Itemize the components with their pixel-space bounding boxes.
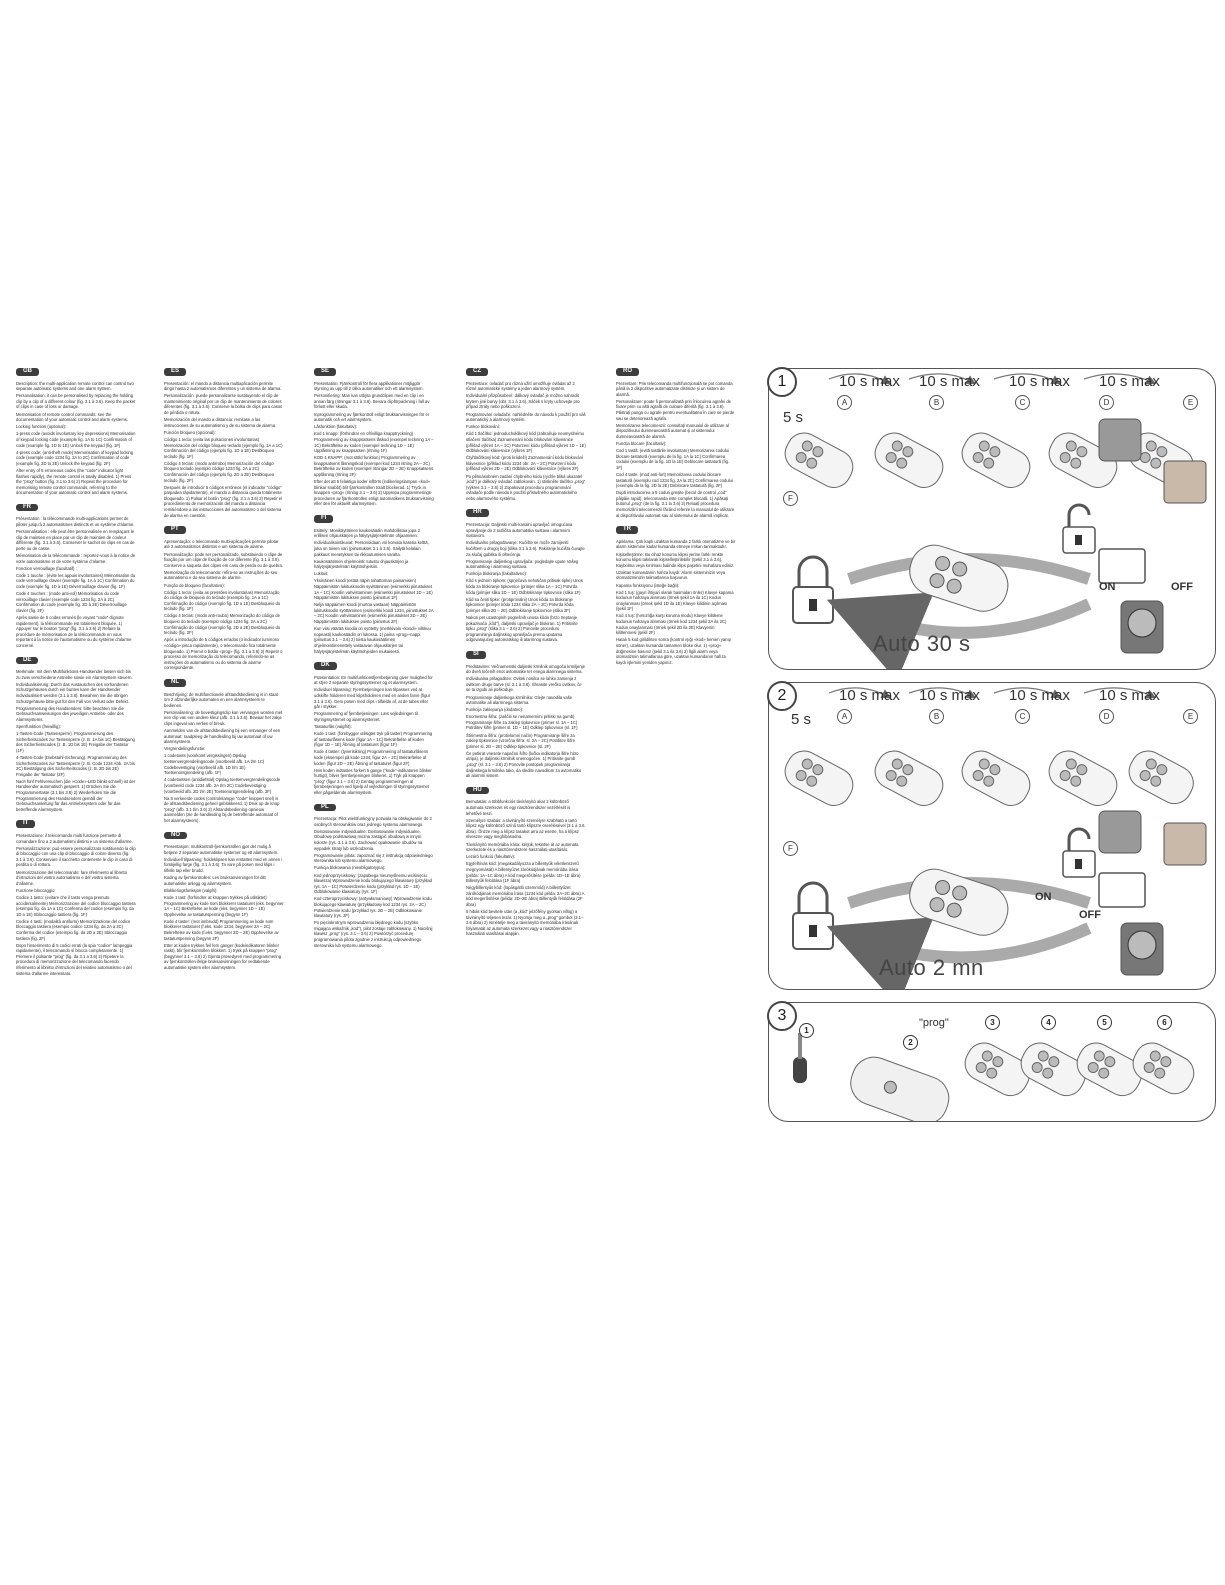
paragraph-fr-5: Code 4 touches : (mode anti-vol) Mémorisation du code verrouillage clavier (exemple code 1234 fig. 2A à 2C) Confirmation du code (exemple fig. 2D à 2E) Déverrouillage clavier (fig. 2F) [16,591,127,613]
panel-2-time-label-2: 10 s max [919,687,980,704]
panel-2-time-label-1: 10 s max [839,687,900,704]
paragraph-de-1: Individualisierung: Durch das Austauschen des vorhandenen Schutzgehäuses durch ein buntes kann der Handsender individualisiert werden (3.1 à 3.6). Bewahren Sie die übrigen Schutzgehäuse bitte gut für den Fall von Verlust oder Defekt. [16,681,129,704]
paragraph-es-5: Código 4 teclas: (modo antirrobo) Memorización del código bloqueo teclado (ejemplo código 1234 fig. 2A a 2C) Confirmación del código (ejemplo fig. 2D a 2E) Desbloqueo teclado (fig. 2F) [164,460,275,483]
illustration-panel-3 [768,1002,1216,1122]
paragraph-it-4: Codice 1 tasto: (evitare che il tasto venga premuto accidentalmente) Memorizzazione del codice bloccaggio tastiera (esempio fig. da 1A a 1C) Conferma del codice (esempio fig. da 1D a 1E) Sbloccaggio tastiera (fig. 1F) [16,894,136,917]
panel-1-auto-label: Auto 30 s [873,631,971,656]
paragraph-dk-2: Programmering af fjernbetjeningen: Læs vejledningen til styringssystemet og alarmsystemet. [314,711,418,722]
panel-1-off-label: OFF [1171,581,1193,593]
language-badge-nl: NL [164,679,186,687]
paragraph-ro-6: După introducerea a 5 coduri greșite (becul de control „cod“ pâlpâie rapid), telecomanda este complet blocată. 1) Apăsați butonul „prog“ (de la fig. 3.1 la 3.6) 2) Reluați procedura memorizării telecomenzii făcând referire la manualul de utilizare al dispozitivului automat sau al sistemului de alarmă implicat. [616,490,735,518]
paragraph-nl-2: Aanmelden van de afstandsbediening bij een ontvanger of een automaat: raadpleeg de handleiding bij uw automaat of uw alarmsysteem. [164,728,281,745]
step-number-3: 3 [767,1001,797,1031]
paragraph-hr-5: Kôd sa četiri tipke: (protiprovalni) Unos kôda za blokiranje tipkovnice (primjer kôda 1234 slika 2A – 2C) Potvrda kôda (primjer slika 2D – 2E) Odblokiranje tipkovnice (slika 2F) [466,596,574,613]
paragraph-dk-6: Hvis koden indtastes forkert 5 gange (“kode”-indikatoren blinker hurtigt), bliver fjernbetjeningen blokeret. 1) Tryk på knappen “prog” (figur 3.1 – 3.6) 2) Gentag programmeringen af fjernbetjeningen ved hjælp af vejledningen til styringssystemet eller pågældende alarmsystem. [314,767,432,795]
paragraph-dk-4: Kode 1 tast: (forebygger utilsigtet tryk på taster) Programmering af tastaturlåsens kode (figur 1A – 1C) Bekræftelse af koden (figur 1D – 1E) Åbning af tastaturet (figur 1F) [314,731,433,748]
section-hu [466,787,586,937]
paragraph-no-0: Presentasjon: multikontroll-fjernkontrollen gjør det mulig å betjene 2 separate automatiske systemer og ett alarmsystem. [164,844,279,855]
paragraph-pt-5: Código 4 teclas: (modo anti-roubo) Memorização do código de bloqueio do teclado (exemplo código 1234 fig. 2A a 2C) Confirmação do código (exemplo fig. 2D a 2E) Desbloqueio do teclado (fig. 2F) [164,613,281,636]
section-se [314,368,434,507]
paragraph-fr-3: Fonction verrouillage (facultatif) : [16,565,77,571]
paragraph-hr-4: Kôd s jednom tipkom: (sprječava nehotičan pritisak tipke) Unos kôda za blokiranje tipkovnice (primjer slika 1A – 1C) Potvrda kôda (primjer slika 1D – 1E) Odblokiranje tipkovnice (slika 1F) [466,578,583,595]
paragraph-tr-3: Kapama fonksiyonu (isteğe bağlı): [616,582,680,588]
panel-2-time-label-3: 10 s max [1009,687,1070,704]
section-gb [16,368,136,496]
language-badge-tr: TR [616,526,638,534]
panel-1-sub-a: A [837,395,852,410]
illustration-panel-2 [768,682,1216,990]
paragraph-gb-1: Personalisation: it can be personalised by replacing the holding clip by a clip of a different colour (fig. 3.1 à 3.6). Keep the packet of clips in case of loss or damage. [16,393,136,410]
paragraph-fi-4: Yksinäinen koodi (estää näpin tahattoman painamisen) Näppäimistön lukituskoodin syvittäminen (esimerkki piirustukset 1A – 1C) Koodin vahvistaminen (esimerkki piirustukset 1D – 1E) Näppäimistön lukituksen poisto (piirustus 1F) [314,578,433,601]
paragraph-gb-2: Memorisation of remote control commands: see the documentation of your automatic control and alarm systems. [16,411,128,423]
paragraph-cz-6: Po pětinásobném zadání chybného kódu (rychle bliká ukazatel „kód“) je dálkový ovladač zablokován. 1) stiskněte tlačítko „prog“ (výkres 3.1 – 3.6) 2) Zopakovat proceduru programování ovladače podle návodu k použití příslušného automatického nebo alarmového systému. [466,473,586,501]
paragraph-gb-3: Locking function (optional): [16,424,67,430]
paragraph-tr-5: Kod 4 tuş: (hırsızlığa karşı koruma modu) Klavye kilitleme kodunun hafızaya alınması (örnek kod 1234 şekil 2A ila 2C) Kodun onaylanması (örnek şekil 2D ila 2E) Klavyenin kilitlenmesi (şekil 2F) [616,613,727,636]
text-column-2 [164,368,284,979]
paragraph-nl-3: Vergrendelingsfunctie: [164,746,206,752]
section-pt [164,526,284,671]
paragraph-se-4: Kod 1 knapp: (förhindrar en ofrivilliga knapptryckning) Programmering av knappsatsens låskod (exempel teckning 1A – 1C) Bekräftelse av koden (exempel teckning 1D – 1E) Upplåsning av knappsatsen (ritning 1F) [314,431,434,454]
paragraph-pl-4: Kod jednoprzyciskowy: (zapobiega nieumyślnemu wciśnięciu klawisza) Wprowadzenie kodu blokującego klawiaturę (przykład rys. 1A – 1C) Potwierdzenie kodu (przykład rys. 1D – 1E) Odblokowanie klawiatury (rys. 1F) [314,872,433,895]
language-badge-pt: PT [164,526,186,534]
paragraph-pl-5: Kod czteroprzyciskowy: (antywłamaniowy) Wprowadzenie kodu blokującego klawiaturę (przykładowy kod 1234 rys. 2A – 2C) Potwierdzenie kodu (przykład rys. 2D – 2E) Odblokowanie klawiatury (rys. 2F) [314,896,432,919]
paragraph-no-4: Kode 1 tast: (forhindrer at knappen trykkes på utilsiktet) Programmering av kode som blokkerer tastaturet (eks. begynner 1A – 1C) Bekreftelse av kode (eks. begynner 1D – 1E) Opphevelse av tastaturspenning (begynn 1F) [164,894,284,917]
paragraph-ro-4: Cod 1 tastă: (evită tastările involuntare) Memorizarea codului blocare tastatură (exemplu de la fig. 1A la 1C) Confirmarea codului (exemplu de la fig. 1D la 1E) Deblocare tastatură (fig. 1F) [616,448,730,470]
panel-3-callout-6: 6 [1157,1015,1172,1030]
paragraph-dk-3: Tastaturlås (valgfrit): [314,723,352,729]
section-hr [466,509,586,642]
paragraph-hr-3: Funkcija blokiranja (fakultativno): [466,571,527,577]
paragraph-fr-1: Personnalisation : elle peut être personnalisée en remplaçant le clip de maintien en place par un clip de maintien de couleur différente (fig. 3.1 à 3.6). Conserver le sachet de clips en cas de perte ou de casse. [16,529,135,551]
panel-3-callout-1: 1 [799,1023,814,1038]
paragraph-pt-1: Personalização: pode ser personalizado, substituindo o clipe de fixação por um clipe de fixação de cor diferente (fig. 3.1 à 3.6). Conserve a saqueta dos clipes em caso de perda ou de quebra. [164,551,283,568]
paragraph-es-6: Después de introducir 5 códigos erróneos (el indicador “código” parpadea rápidamente), el mando a distancia queda totalmente bloqueado. 1) Pulsar el botón “prog” (fig. 3.1 a 3.6) 2) Repetir el procedimiento de memorización del mando a distancia remitiéndose a las instrucciones del automatismo o del sistema de alarma en cuestión. [164,484,283,518]
paragraph-es-3: Función bloqueo (opcional): [164,429,216,435]
text-column-5 [616,368,736,673]
panel-2-off-label: OFF [1079,909,1101,921]
paragraph-fi-1: Individualisointikuvat: Personoidaan voi korvata kasetia kelttä, joka on toisen väri (piirustukset 3.1 à 3.6). Säilytä kelalain pakkaus menetyksen tai rikkoutumisen varalta. [314,540,429,557]
panel-2-sub-a: A [837,709,852,724]
step-number-2: 2 [767,681,797,711]
paragraph-de-3: Sperrfunktion (freiwillig): [16,723,61,729]
paragraph-pt-4: Código 1 tecla: (evita as pressões involuntárias) Memorização do código de bloqueio do teclado (exemplo fig. 1A a 1C) Confirmação do código (exemplo fig. 1D a 1E) Desbloqueio do teclado (fig. 1F) [164,589,281,612]
paragraph-it-3: Funzione bloccaggio: [16,887,56,893]
paragraph-pl-2: Programowanie pilota: zapoznać się z instrukcją odpowiedniego sterownika lub systemu alarmowego. [314,852,433,864]
language-badge-pl: PL [314,804,336,812]
paragraph-nl-4: 1 codetoets (voorkomt vergissingen) Opslag toetsenvergrendelingscode (voorbeeld afb. 1A t/m 1C) Codebevestiging (voorbeeld afb. 1D t/m 1E) Toetsenontgrendeling (afb. 1F) [164,753,265,776]
section-it [16,820,136,976]
panel-3-prog-label: "prog" [919,1017,949,1029]
paragraph-pt-0: Apresentação: o telecomando multi-aplicações permite pilotar até 2 automatismos distintos e um sistema de alarme. [164,538,279,550]
paragraph-tr-6: Hatalı 5 kod girildikten sonra (kontrol ışığı «kod» hemen yanıp söner), uzaktan kumanda tamamen bloke olur. 1) «prog» düğmesine basınız (şekil 3.1 ila 3.6) 2) İlgili alarm veya otomatizmin talimatlarına göre, uzaktan kumandanın hafıza kaydı işlemini yeniden yapınız. [616,637,731,665]
panel-2-on-label: ON [1035,891,1052,903]
paragraph-de-6: Nach fünf Fehlversuchen (die «Code»-LED blinkt schnell) ist der Handsender automatisch gesperrt. 1) Drücken Sie die Programmiertaste (3.1 bis 3.6) 2) Wiederholen Sie die Programmierung des Handsenders gemäß der Gebrauchsanleitung für das Antriebssystem oder für das betreffende Alarmsystem. [16,778,136,812]
paragraph-cz-2: Programování ovladače: nahlédněte do návodu k použití pro váš automatický a alarmový systém. [466,411,586,423]
paragraph-ro-2: Memorizarea telecomenzii: consultați manualul de utilizare al dispozitivului dumneavoastră automat și al sistemului dumneavoastră de alarmă. [616,422,729,439]
section-pl [314,804,434,949]
language-badge-it: IT [16,820,35,828]
panel-2-sub-c: C [1015,709,1030,724]
panel-1-sub-b: B [929,395,944,410]
language-badge-gb: GB [16,368,39,376]
paragraph-si-6: Če petkrat vnesete napačno šifro (lučka indikatorja šifre hitro utripa), je daljinski krmilnik onemogočen. 1) Pritisnite gumb „prog“ (sl. 3.1 – 3.6) 2) Ponovite postopek programiranja daljinskega krmilnika tako, da sledite navodilom za avtomatiko ali alarmni sistem. [466,750,582,779]
panel-3-callout-2: 2 [903,1035,918,1050]
paragraph-fr-4: Code 1 touche : (évite les appuis involontaires) Mémorisation du code verrouillage clavier (exemple fig. 1A à 1C) Confirmation du code (exemple fig. 1D à 1E) Déverrouillage clavier (fig. 1F) [16,572,136,589]
panel-1-artwork [769,369,1215,669]
paragraph-gb-0: Description: the multi-application remote control can control two separate automatic systems and one alarm system. [16,380,134,392]
paragraph-hu-0: Bemutatás: a többfunkciós távirányító akar 2 különböző automata szerkezet és egy riasztórendszer vezérlését is lehetővé teszi. [466,799,571,816]
paragraph-ro-0: Prezentare: Prin telecomanda multifuncțională se pot comanda până la 2 dispozitive automatizate distincte și un sistem de alarmă. [616,380,733,397]
paragraph-de-5: 4-Tasten-Code (Diebstahl-Sicherung). Programmierung des Sicherheitscodes zur Tastensperre (z. B. Code 1234 Abb. 2A bis 2C) Bestätigung des Sicherheitscodes (z. B. 2D bis 2E) Freigabe der Tastatur (2F) [16,754,135,777]
panel-1-sub-f: F [783,491,798,506]
panel-3-callout-4: 4 [1041,1015,1056,1030]
language-badge-ro: RO [616,368,639,376]
paragraph-no-2: Koding av fjernkontrollen: Les bruksanvisningen for ditt automatiske anlegg og alarmsystem. [164,875,266,886]
panel-1-hold-label: 5 s [783,409,804,426]
paragraph-no-6: Etter at koden trykkes feil fem ganger (kodeindikatoren blinker raskt), blir fjernkontrollen blokkert. 1) trykk på knappen “prog” (begynner 3.1 – 3.6) 2) Gjenta prosedyren med programmering av fjernkontrollen ifelge bruksanvisningen for vedtakende automatiske system eller alarmsystem. [164,942,282,971]
panel-1-on-label: ON [1099,581,1116,593]
paragraph-se-5: KOD 4 KNAPP: (mot stöld funktion) Programmering av knappsatsens låsningskod (exempel kod 1234 ritning 2A – 2C) Bekräftelse av koden (exempel ritningar 2D – 2E) Knappsatsens upplåsning (ritning 2F) [314,455,434,477]
paragraph-dk-0: Præsentation: En multifunktionsfjernbetjening giver mulighed for at styre 2 separate styringssystemer og et alarmsystem. [314,674,433,686]
paragraph-ro-1: Personalizare: poate fi personalizată prin înlocuirea agrafei de fixare prim cu altă agrafă de culoare diferită (fig. 3.1 à 3.6). Păstrați punga cu agrafe pentru eventualitatea în care se pierde sau se deteriorează agrafa. [616,398,735,421]
panel-1-time-label-2: 10 s max [919,373,980,390]
language-badge-dk: DK [314,662,337,670]
paragraph-es-4: Código 1 tecla: (evita las pulsaciones involuntarias) Memorización del código bloqueo teclado (ejemplo fig. 1A a 1C) Confirmación del código (ejemplo fig. 1D a 1E) Desbloqueo teclado (fig. 1F) [164,436,283,459]
paragraph-pt-3: Função de bloqueio (facultativo): [164,582,225,588]
paragraph-si-4: Enomestna šifra: (zaščiti se nenamernimi pritiski na gumb) Programiranje šifre za zaklep tipkovnice (primer sl. 1A – 1C) Potrditev šifre (primer sl. 1D – 1E) Odklep tipkovnice (sl. 1F) [466,714,578,731]
language-badge-es: ES [164,368,186,376]
paragraph-pl-1: Dostosowanie indywidualne: Dostosowanie indywidualne. Obudowę podstawową można zastąpić obudową w innym kolorze (rys. 3.1 à 3.6). Zachować opakowanie obudów na wypadek straty lub uszkodzenia. [314,828,423,851]
paragraph-fi-0: Esittely: Monikäyttöinen kaukosäädin mahdollistaa jopa 2 erillisen ohjauskärjen ja hälytysjärjestelmän ohjaamisen. [314,527,420,539]
paragraph-de-4: 1-Tasten-Code (Tastensperre). Programmierung des Sicherheitscodes zur Tastensperre (z. B. 1A bis 1C) Bestätigung des Sicherheitscodes (z. B. 1D bis 1E) Freigabe der Tastatur (1F) [16,731,135,753]
paragraph-se-3: Låsfunktion (fakultativ): [314,424,358,430]
panel-3-callout-5: 5 [1097,1015,1112,1030]
paragraph-no-5: Kode 4 taster: (mot innbrudd) Programmering av kode som blokkerer tastaturet (f.eks. kode 1234, begynner 2A – 2C) Bekreftelse av kode (f.eks. begynner 2D – 2E) Opphevelse av tastaturspenning (begynn 2F) [164,918,279,941]
paragraph-hu-3: Lezáró funkció (fakultatív): [466,854,516,860]
paragraph-tr-0: Apıklama: Çok kaplı uzaktan kumanda 2 farklı otomatizme ve bir alarm sistemine kadar kumanda etmeye imkan tanmaktadır. [616,538,736,550]
paragraph-no-1: Individuell tilpasning: holdeklipsen kan erstattes med en annen i forskjellig farge (fig. 3.1 à 3.6). Ta vare på posen med klips i tilfelle tap eller brudd. [164,856,283,874]
step-number-1: 1 [767,367,797,397]
paragraph-no-3: Blokkeringsfunksjon (valgfri): [164,887,218,893]
language-badge-si: SI [466,651,486,659]
paragraph-si-3: Funkcija zaklepanja (dodatno): [466,707,524,713]
language-badge-hu: HU [466,787,489,795]
panel-2-auto-label: Auto 2 mn [879,955,984,980]
paragraph-nl-0: Beschrijving: de multifunctionele afstandsbediening is in staat om 2 afzonderlijke automaten en een alarmsysteem te bedienen. [164,691,278,708]
paragraph-gb-4: 1-press code (avoids involuntary key depressions) Memorisation of keypad locking code (example fig. 1A to 1C) Confirmation of code (example fig. 1D to 1E) Unlock the keypad (fig. 1F) [16,431,136,448]
paragraph-es-2: Memorización del mando a distancia: remitase a las instrucciones de su automatismo y de su sistema de alarma. [164,417,277,428]
section-ro [616,368,736,518]
paragraph-cz-0: Prezentace: ovladač pro různá užití umožňuje ovládat až 2 různé automatické systémy a jeden alarmový systém. [466,380,575,392]
panel-2-artwork [769,683,1215,989]
section-no [164,832,284,971]
paragraph-se-1: Personifiering: Man kan utbyta grundclipen med en clip i en annan färg (ritningar 3.1 à 3.6). Bevara clipförpackning i fall av förlust eller skada. [314,393,430,410]
paragraph-cz-3: Funkce blokování: [466,424,500,430]
paragraph-es-0: Presentación: el mando a distancia multiaplicación permite dirigir hasta 2 automatismos diferentes y un sistema de alarma. [164,380,282,392]
paragraph-cz-4: Kód 1 tlačítko: jednoduchoklikový kód (zabraňuje neumyslnému stlačení tlačítka) Zaznamenání kódu blokování klávesnice (příklad výkres 1A – 1C) Potvrzení kódu (příklad výkres 1D – 1E) Odblokování klávesnice (výkres 1F) [466,431,586,454]
paragraph-si-5: Štirimestna šifra: (protivlomni način) Programiranje šifre za zaklep tipkovnice (vzorčna šifra: sl. 2A – 2C) Potrditev šifre (primer sl. 2D – 2E) Odklep tipkovnice (sl. 2F) [466,732,575,749]
panel-1-sub-d: D [1099,395,1114,410]
paragraph-tr-4: Kod 1 tuş: (gayri ihtiyari olarak basmaları önler) Klavye kapama kodunun hafızaya alınması (örnek şekil 1A ila 1C) Kodun onaylanması (örnek şekil 1D ila 1E) Klavye kilidinin açılması (şekil 1F) [616,589,734,612]
paragraph-tr-2: Uzaktan kumandanın hafıza kaydı: Alarm sisteminizin veya otomatizminizin talimatlarına başvurun. [616,569,726,581]
section-fi [314,515,434,654]
paragraph-se-6: Efter det att 5 felaktiga koder inflörts (indikeringslampan «kod» blinkar snabbt) blir fjärrkontrollen totalt blockerad. 1) Tryck in knappen «prog» (ritning 3.1 – 3.6) 2) Upprepa programmerings-proceduren av fjärrkontrollen enligt automatikens bruksanvisning eller den för aktuellt alarmsystem. [314,479,434,507]
language-badge-fi: FI [314,515,333,523]
paragraph-gb-6: After entry of 5 erroneous codes (the “code” indicator light flashes rapidly), the remote control is totally disabled. 1) Press the “prog” button (fig. 3.1 to 3.6) 2) Repeat the procedure for memorising remote control commands, referring to the documentation of your automatic control and alarm systems. [16,467,132,496]
paragraph-pl-3: Funkcja blokowania (nieobligatoryjna): [314,865,386,871]
panel-3-callout-3: 3 [985,1015,1000,1030]
language-badge-hr: HR [466,509,489,517]
panel-1-time-label-1: 10 s max [839,373,900,390]
paragraph-pl-0: Prezentacja: Pilot wielofunkcyjny pozwala na obsługiwanie do 2 osobnych sterowników oraz jednego systemu alarmowego. [314,816,432,827]
paragraph-es-1: Personalización: puede personalizarse sustituyendo el clip de mantenimiento original por un clip de mantenimiento de colores diferentes (fig. 3.1 à 3.6). Conserve la bolsa de clips para casos de pérdida o rotura. [164,393,283,416]
panel-1-time-label-3: 10 s max [1009,373,1070,390]
panel-2-sub-d: D [1099,709,1114,724]
paragraph-hu-2: Távirányító memóriába írása: kérjük, tekintse át az automata szerkezete és a riasztórendszere használati utasítását. [466,841,579,853]
panel-2-sub-e: E [1183,709,1198,724]
language-badge-cz: CZ [466,368,488,376]
section-tr [616,526,736,665]
paragraph-dk-5: Kode 4 taster: (tyverisikring) Programmering af tastaturlåsens kode (eksempel på kode 1234, figur 2A – 2C) Bekræftelse af koden (figur 2D – 2E) Åbning af tastaturet (figur 2F) [314,749,429,766]
paragraph-nl-5: 4 codetoetsen (antidiefstal) Opslag toetsenvergrendelingscode (voorbeeld code 1234 afb. 2A t/m 2C) Codebevestiging (voorbeeld afb. 2D t/m 2E) Toetsenontgrendeling (afb. 2F) [164,777,281,794]
language-badge-se: SE [314,368,336,376]
paragraph-hr-1: Individualno prilagođavanje: Kućište se može zamijeniti kućištem u drugoj boji (slika 3.1 à 3.6). Pakiranje kućišta čuvajte za slučaj gubitka ili oštećenja. [466,540,585,557]
paragraph-fi-2: Kaukosäätimen ohjelmointi: tutustu ohjauskärjen ja hälytysjärjestelmän käyttöohjeisiin. [314,558,409,570]
paragraph-it-5: Codice 4 tasti: (modalità antifurto) Memorizzazione del codice bloccaggio tastiera (esempio codice 1234 fig. da 2A a 2C) Conferma del codice (esempio fig. da 2D a 2E) Sbloccaggio tastiera (fig. 2F) [16,918,131,941]
section-nl [164,679,284,824]
paragraph-it-6: Dopo l’inserimento di 5 codici errati (la spia “codice” lampeggia rapidamente), il telecomando si blocca completamente. 1) Premere il pulsante “prog” (fig. da 3.1 a 3.6) 2) Ripetere la procedura di memorizzazione del telecomando facendo riferimento al libretto d’istruzioni del relativo automatismo o del sistema d’allarme interessato. [16,942,133,976]
paragraph-hr-6: Nakon pet uzastopnih pogrešnih unosa kôda (brzo treptanje pokazivača „kôd“), daljinski upravljač je blokiran. 1) Pritisnite tipku „prog“ (slika 3.1 – 3.6) 2) Ponovite proceduru programiranja daljinskog upravljača prema uputama odgovarajućeg automatskog ili alarmnog sustava. [466,614,578,643]
paragraph-dk-1: Individuel tilpasning: Fjernbetjeningen kan tilpasses ved at udskifte holderen med klipsholderen med en anden farve (figur 3.1 à 3.6). Gem posen med clips i tilfælde af, at de tabes eller går i stykker. [314,687,431,710]
text-column-1 [16,368,136,984]
paragraph-si-2: Programiranje daljinskega krmilnika: Glejte navodila vaše avtomatike ali alarmnega sistema. [466,694,573,706]
paragraph-hu-5: Négybillentyűs kód: (lopásgátló üzemmód) A billentyűzet zárókódjának memóriába írása (1234 kód példa: 2A–2C ábra) A kód megerősítése (példa: 2D–2E ábra) Billentyűk feloldása (2F ábra) [466,885,585,907]
paragraph-de-2: Programmierung des Handsenders: bitte beachten Sie die Gebrauchsanweisungen des jeweiligen Antriebs- oder des Alarmsystems. [16,705,124,722]
paragraph-it-2: Memorizzazione del telecomando: fare riferimento al libretto d’istruzioni del vostro automatismo e del vostro sistema d’allarme. [16,869,128,886]
panel-2-hold-label: 5 s [791,711,812,728]
paragraph-hu-6: 5 hibás kód bevitele után (a „kód“ jelzőfény gyorsan villog) a távirányító teljesen lezár. 1) Nyomja meg a „prog“ gombot (3.1–3.6 ábra) 2) Ismételje meg a távirányító memóriába írásának folyamatát az automata szerkezet vagy a riasztórendszer használati utasításai alapján. [466,909,584,937]
panel-1-sub-c: C [1015,395,1030,410]
paragraph-de-0: Merkmale: mit dem Multifunktions-Handsender lassen sich bis zu zwei verschiedene Antriebe sowie ein Alarmsystem steuern. [16,669,133,680]
text-column-4 [466,368,586,945]
paragraph-si-1: Individualna prilagoditev: Ovitek nosilca se lahko zamenja z ovitkom druge barve (sl. 3.1 à 3.6). Shranite vrečko ovitkov, če se ta izgubi ali poškoduje. [466,676,582,693]
paragraph-hu-4: Egyfelhívás kód: (megakadályozza a billentyűk véletlenszerű megnyomását) A billentyűzet zárókódjának memóriába írása (példa: 1A–1C ábra) A kód megerősítése (példa: 1D–1E ábra) Billentyűk feloldása (1F ábra) [466,861,581,884]
paragraph-tr-1: Kişiselleştirme: Bu cihaz konumu klipsi yerine farklı renkte konumu klipsi takılarak kişiselleştirilebilir (Şekil 3.1 à 3.6). Kaybolma veya kırılması halinde klips paşetini muhafaza ediniz. [616,551,735,568]
section-cz [466,368,586,501]
paragraph-gb-5: 4-press code: (anti-theft mode) Memorisation of keypad locking code (example code 1234 fig. 2A to 2C) Confirmation of code (example fig. 2D to 2E) Unlock the keypad (fig. 2F) [16,449,134,466]
paragraph-pt-6: Após a introdução de 5 códigos errados (o indicador luminoso «código» pisca rapidamente), o telecomando fica totalmente bloqueado. 1) Premir o botão «prog» (fig. 3.1 a 3.6) 2) Repetir o processo de memorização do telecomando, referindo-se as instruções do automatismo ou do sistema de alarme correspondente. [164,637,283,671]
paragraph-pl-6: Po pięciokrotnym wprowadzeniu błędnego kodu (szybko migająca wskaźnik „kod”), pilot zostaje zablokowany. 1) Naciśnij klawisz „prog” (rys. 3.1 – 3.6) 2) Powtórzyć procedurę programowania pilota zgodnie z instrukcją odpowiedniego sterownika lub systemu alarmowego. [314,920,433,948]
section-dk [314,662,434,795]
paragraph-nl-6: Na 5 verkeerde codes (controlelampje “code” knippert snel) is de afstandsbediening geheel geblokkeerd. 1) Druk op de knop “prog” (afb. 3.1 t/m 3.6) 2) Afstandsbediening opnieuw aanmelden (zie de handleiding bij de betreffende automaat of het alarmsysteem). [164,795,280,823]
paragraph-fi-5: Neljä näppäimen koodi (murtoa vastaan) Näppäimistön lukituskoodin syöttäminen (esimerkki koodi 1234, piirustukset 2A – 2C) Koodin vahvistaminen (esimerkki piirustukset 2D – 2E) Näppäimistön lukituksen poisto (piirustus 2F) [314,602,434,625]
panel-2-time-label-4: 10 s max [1099,687,1160,704]
paragraph-fi-6: Kun viisi väärää koodia on syötetty (merkkivalo «koodi» vilkkuu nopeasti) kaukosäädin on lukossa. 1) paina «prog»-nappi (piirustus 3.1 – 3.6) 2) toista kaukosäätimen ohjelmointimenettely vastaavan ohjauskärjen tai hälytysjärjestelmän käyttöohjeiden mukaisesti. [314,626,431,654]
paragraph-fr-6: Après saisie de 5 codes erronés (le voyant “code” clignote rapidement), la télécommande est totalement bloquée. 1) Appuyer sur le bouton “prog” (fig. 3.1 à 3.6) 2) Refaire la procédure de mémorisation de la télécommande en vous reportant à la notice de l’automatisme ou du système d’alarme concerné. [16,614,132,648]
paragraph-cz-1: Individuální přizpůsobení: dálkový ovladač je možno nahradit krytem jiné barvy (obr. 3.1 à 3.6). Sáček s kryty uchovejte pro případ ztráty nebo poškození. [466,393,580,410]
paragraph-it-1: Personalizzazione: può essere personalizzato sostituendo la clip di bloccaggio con una clip di bloccaggio di colore diverso (fig. 3.1 à 3.6). Conservare il sacchetto contenente le clip in caso di perdita o di rottura. [16,845,136,868]
paragraph-hu-1: Személyre szabás: a távirányító személyre szabható a tartó klípsz egy különböző színű tartó klípszre cserélésével (3.1 à 3.6. ábra). Őrizze meg a klípsz tasakot arra az esetre, ha a klípsz elveszne vagy meghibásodna. [466,817,586,840]
text-column-3 [314,368,434,956]
paragraph-se-0: Presentation: Fjärrkontroll för flera applikationer möjliggör styrning av upp till 2 olika automatiker och ett alarmsystem. [314,380,424,392]
paragraph-se-2: Inprogrammering av fjärrkontroll enligt bruksanvisningen för er automatik och ert alarmsystem. [314,411,430,423]
language-badge-de: DE [16,657,38,665]
paragraph-fi-3: Lukitus: [314,571,329,577]
paragraph-pt-2: Memorização do telecomando: refira-se as instruções do seu automatismo e do seu sistema de alarme. [164,569,278,581]
paragraph-fr-2: Mémorisation de la télécommande : reportez-vous à la notice de votre automatisme et de votre système d’alarme. [16,553,136,564]
panel-2-sub-f: F [783,841,798,856]
paragraph-hr-2: Programiranje daljinskog upravljača: pogledajte upute Vašeg automatskog i alarmnog sustava. [466,558,579,570]
paragraph-cz-5: Čtyřtlačítkový kód: (proti krádeži) Zaznamenání kódu blokování klávesnice (příklad kódu 1234 obr. 2A – 2C) Potvrzení kódu (příklad výkres 2D – 2E) Odblokování klávesnice (výkres 2F) [466,455,584,472]
language-badge-no: NO [164,832,187,840]
panel-2-sub-b: B [929,709,944,724]
paragraph-fr-0: Présentation : la télécommande multi-applications permet de piloter jusqu’à 2 automatismes distincts et un système d’alarme. [16,516,135,528]
section-si [466,651,586,779]
paragraph-nl-1: Personalisering: de bevestigingsclip kan vervangen worden met een clip van een andere kleur (afb. 3.1 à 3.6). Bewaar het zakje clips ingeval van verlies of breuk. [164,709,283,726]
paragraph-ro-3: Funcția blocare (facultativ): [616,441,667,447]
panel-1-time-label-4: 10 s max [1099,373,1160,390]
paragraph-hr-0: Prezentacija: Daljinski multi-kanalni upravljač omogućava upravljanje do 2 različita automatska sustava i alarmnim sustavom. [466,522,573,539]
section-de [16,657,136,813]
illustration-panel-1 [768,368,1216,670]
paragraph-it-0: Presentazione: il telecomando multi funzione permette di comandare fino a 2 automatismi distinti e un sistema d’allarme. [16,832,133,844]
language-badge-fr: FR [16,504,38,512]
section-es [164,368,284,518]
section-fr [16,504,136,649]
paragraph-ro-5: Cod 4 taste: (mod anti-furt) Memorizarea codului blocare tastatură (exemplu cod 1234 fig. 2A la 2C) Confirmarea codului (exemplu de la fig. 2D la 2E) Deblocare tastatură (fig. 2F) [616,472,733,489]
paragraph-si-0: Predstavitev: Večnamenski daljinski krmilnik omogoča krmiljenje do dveh ločenih enot avtomatike ter enega alarmnega sistema. [466,663,585,675]
panel-1-sub-e: E [1183,395,1198,410]
